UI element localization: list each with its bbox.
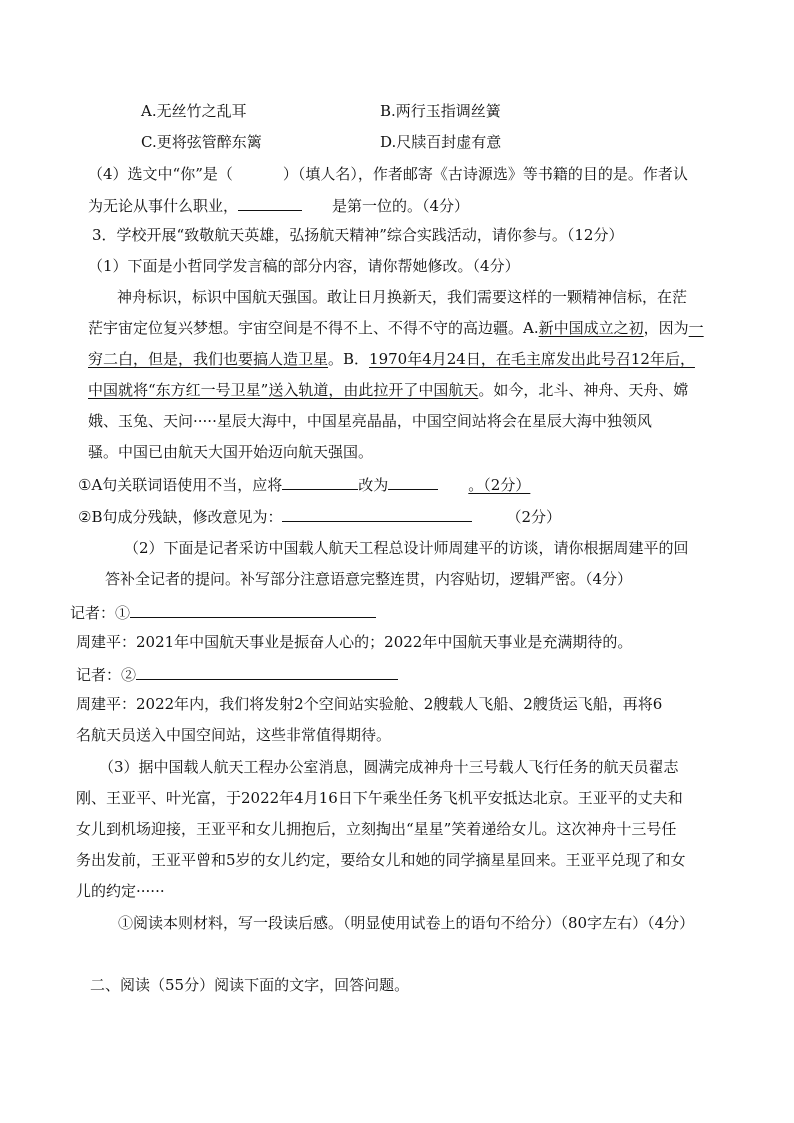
option-c: C.更将弦管醉东篱	[141, 133, 262, 151]
part2-line-2: 答补全记者的提问。补写部分注意语意完整连贯，内容贴切，逻辑严密。（4分）	[105, 570, 633, 588]
item-1-blank-from	[282, 473, 358, 490]
item-2-blank	[282, 505, 472, 522]
q4-line1-pre: （4）选文中“你”是（	[88, 165, 233, 183]
passage-line-5: 娥、玉兔、天问·····星辰大海中，中国星亮晶晶，中国空间站将会在星辰大海中独领风	[88, 412, 652, 430]
q4-line2-post: 是第一位的。（4分）	[332, 197, 470, 215]
section-2-heading: 二、阅读（55分）阅读下面的文字，回答问题。	[90, 976, 410, 994]
sentence-b-underline-2: 中国就将“东方红一号卫星”送入轨道，由此拉开了中国航天	[88, 381, 479, 399]
item-1-pre: ①A句关联词语使用不当，应将	[78, 476, 283, 494]
q3-part1-intro: （1）下面是小哲同学发言稿的部分内容，请你帮她修改。（4分）	[88, 257, 520, 275]
reporter-question-1	[70, 601, 376, 623]
item-1-post: 。（2分）	[468, 476, 531, 494]
passage-line-1: 神舟标识，标识中国航天强国。敢让日月换新天，我们需要这样的一颗精神信标，在茫	[117, 288, 688, 306]
item-1	[78, 473, 530, 495]
passage-line-2	[88, 318, 704, 338]
item-2	[78, 505, 561, 527]
passage-line-2-mid: ，因为	[643, 319, 689, 337]
reporter-question-2	[76, 663, 398, 685]
part3-line-2: 刚、王亚平、叶光富，于2022年4月16日下午乘坐任务飞机平安抵达北京。王亚平的丈夫和	[76, 789, 683, 807]
reporter-blank-1	[130, 601, 376, 618]
q4-answer-blank	[238, 194, 302, 211]
q4-name-blank	[233, 163, 283, 179]
part3-line-4: 务出发前，王亚平曾和5岁的女儿约定，要给女儿和她的同学摘星星回来。王亚平兑现了和女	[76, 851, 686, 869]
reporter-label-2: 记者：②	[76, 666, 137, 684]
q4-line2-pre: 为无论从事什么职业，	[88, 197, 239, 215]
q4-line1	[88, 163, 688, 184]
q3-title: 3．学校开展“致敬航天英雄，弘扬航天精神”综合实践活动，请你参与。（12分）	[92, 226, 624, 244]
item-1-mid: 改为	[358, 476, 389, 494]
reporter-label-1: 记者：①	[70, 604, 131, 622]
part3-line-5: 儿的约定······	[76, 882, 165, 900]
q4-line1-post: ）（填人名），作者邮寄《古诗源选》等书籍的目的是。作者认	[282, 165, 688, 183]
passage-line-4-post: 。如今，北斗、神舟、天舟、嫦	[478, 381, 689, 399]
reporter-blank-2	[136, 663, 398, 680]
sentence-a-underline-2: 一	[688, 319, 704, 337]
option-d: D.尺牍百封虚有意	[380, 133, 502, 151]
item-2-pre: ②B句成分残缺，修改意见为：	[78, 508, 283, 526]
zhou-answer-2-line-2: 名航天员送入中国空间站，这些非常值得期待。	[76, 726, 392, 744]
passage-line-3	[88, 349, 695, 369]
item-2-post: （2分）	[506, 508, 562, 526]
sentence-a-underline-1: 新中国成立之初	[538, 319, 644, 337]
zhou-answer-2-line-1: 周建平：2022年内，我们将发射2个空间站实验舱、2艘载人飞船、2艘货运飞船，再将6	[76, 695, 663, 713]
passage-line-6: 骚。中国已由航天大国开始迈向航天强国。	[88, 443, 374, 461]
q4-line2	[88, 194, 469, 216]
option-a: A.无丝竹之乱耳	[141, 102, 247, 120]
zhou-answer-1: 周建平：2021年中国航天事业是振奋人心的；2022年中国航天事业是充满期待的。	[76, 633, 633, 651]
part3-line-3: 女儿到机场迎接，王亚平和女儿拥抱后，立刻掏出“星星”笑着递给女儿。这次神舟十三号任	[76, 820, 677, 838]
part2-line-1: （2）下面是记者采访中国载人航天工程总设计师周建平的访谈，请你根据周建平的回	[124, 539, 689, 557]
passage-line-2-text: 茫宇宙定位复兴梦想。宇宙空间是不得不上、不得不守的高边疆。A.	[88, 319, 539, 337]
passage-line-3-mid: 。B．	[328, 350, 370, 368]
option-b: B.两行玉指调丝簧	[380, 102, 501, 120]
part3-task: ①阅读本则材料，写一段读后感。（明显使用试卷上的语句不给分）（80字左右）（4分）	[118, 914, 695, 932]
sentence-a-underline-3: 穷二白，但是，我们也要搞人造卫星	[88, 350, 329, 368]
item-1-blank-to	[388, 473, 438, 490]
part3-line-1: （3）据中国载人航天工程办公室消息，圆满完成神舟十三号载人飞行任务的航天员翟志	[99, 758, 679, 776]
sentence-b-underline-1: 1970年4月24日，在毛主席发出此号召12年后，	[369, 350, 695, 368]
passage-line-4	[88, 380, 688, 400]
